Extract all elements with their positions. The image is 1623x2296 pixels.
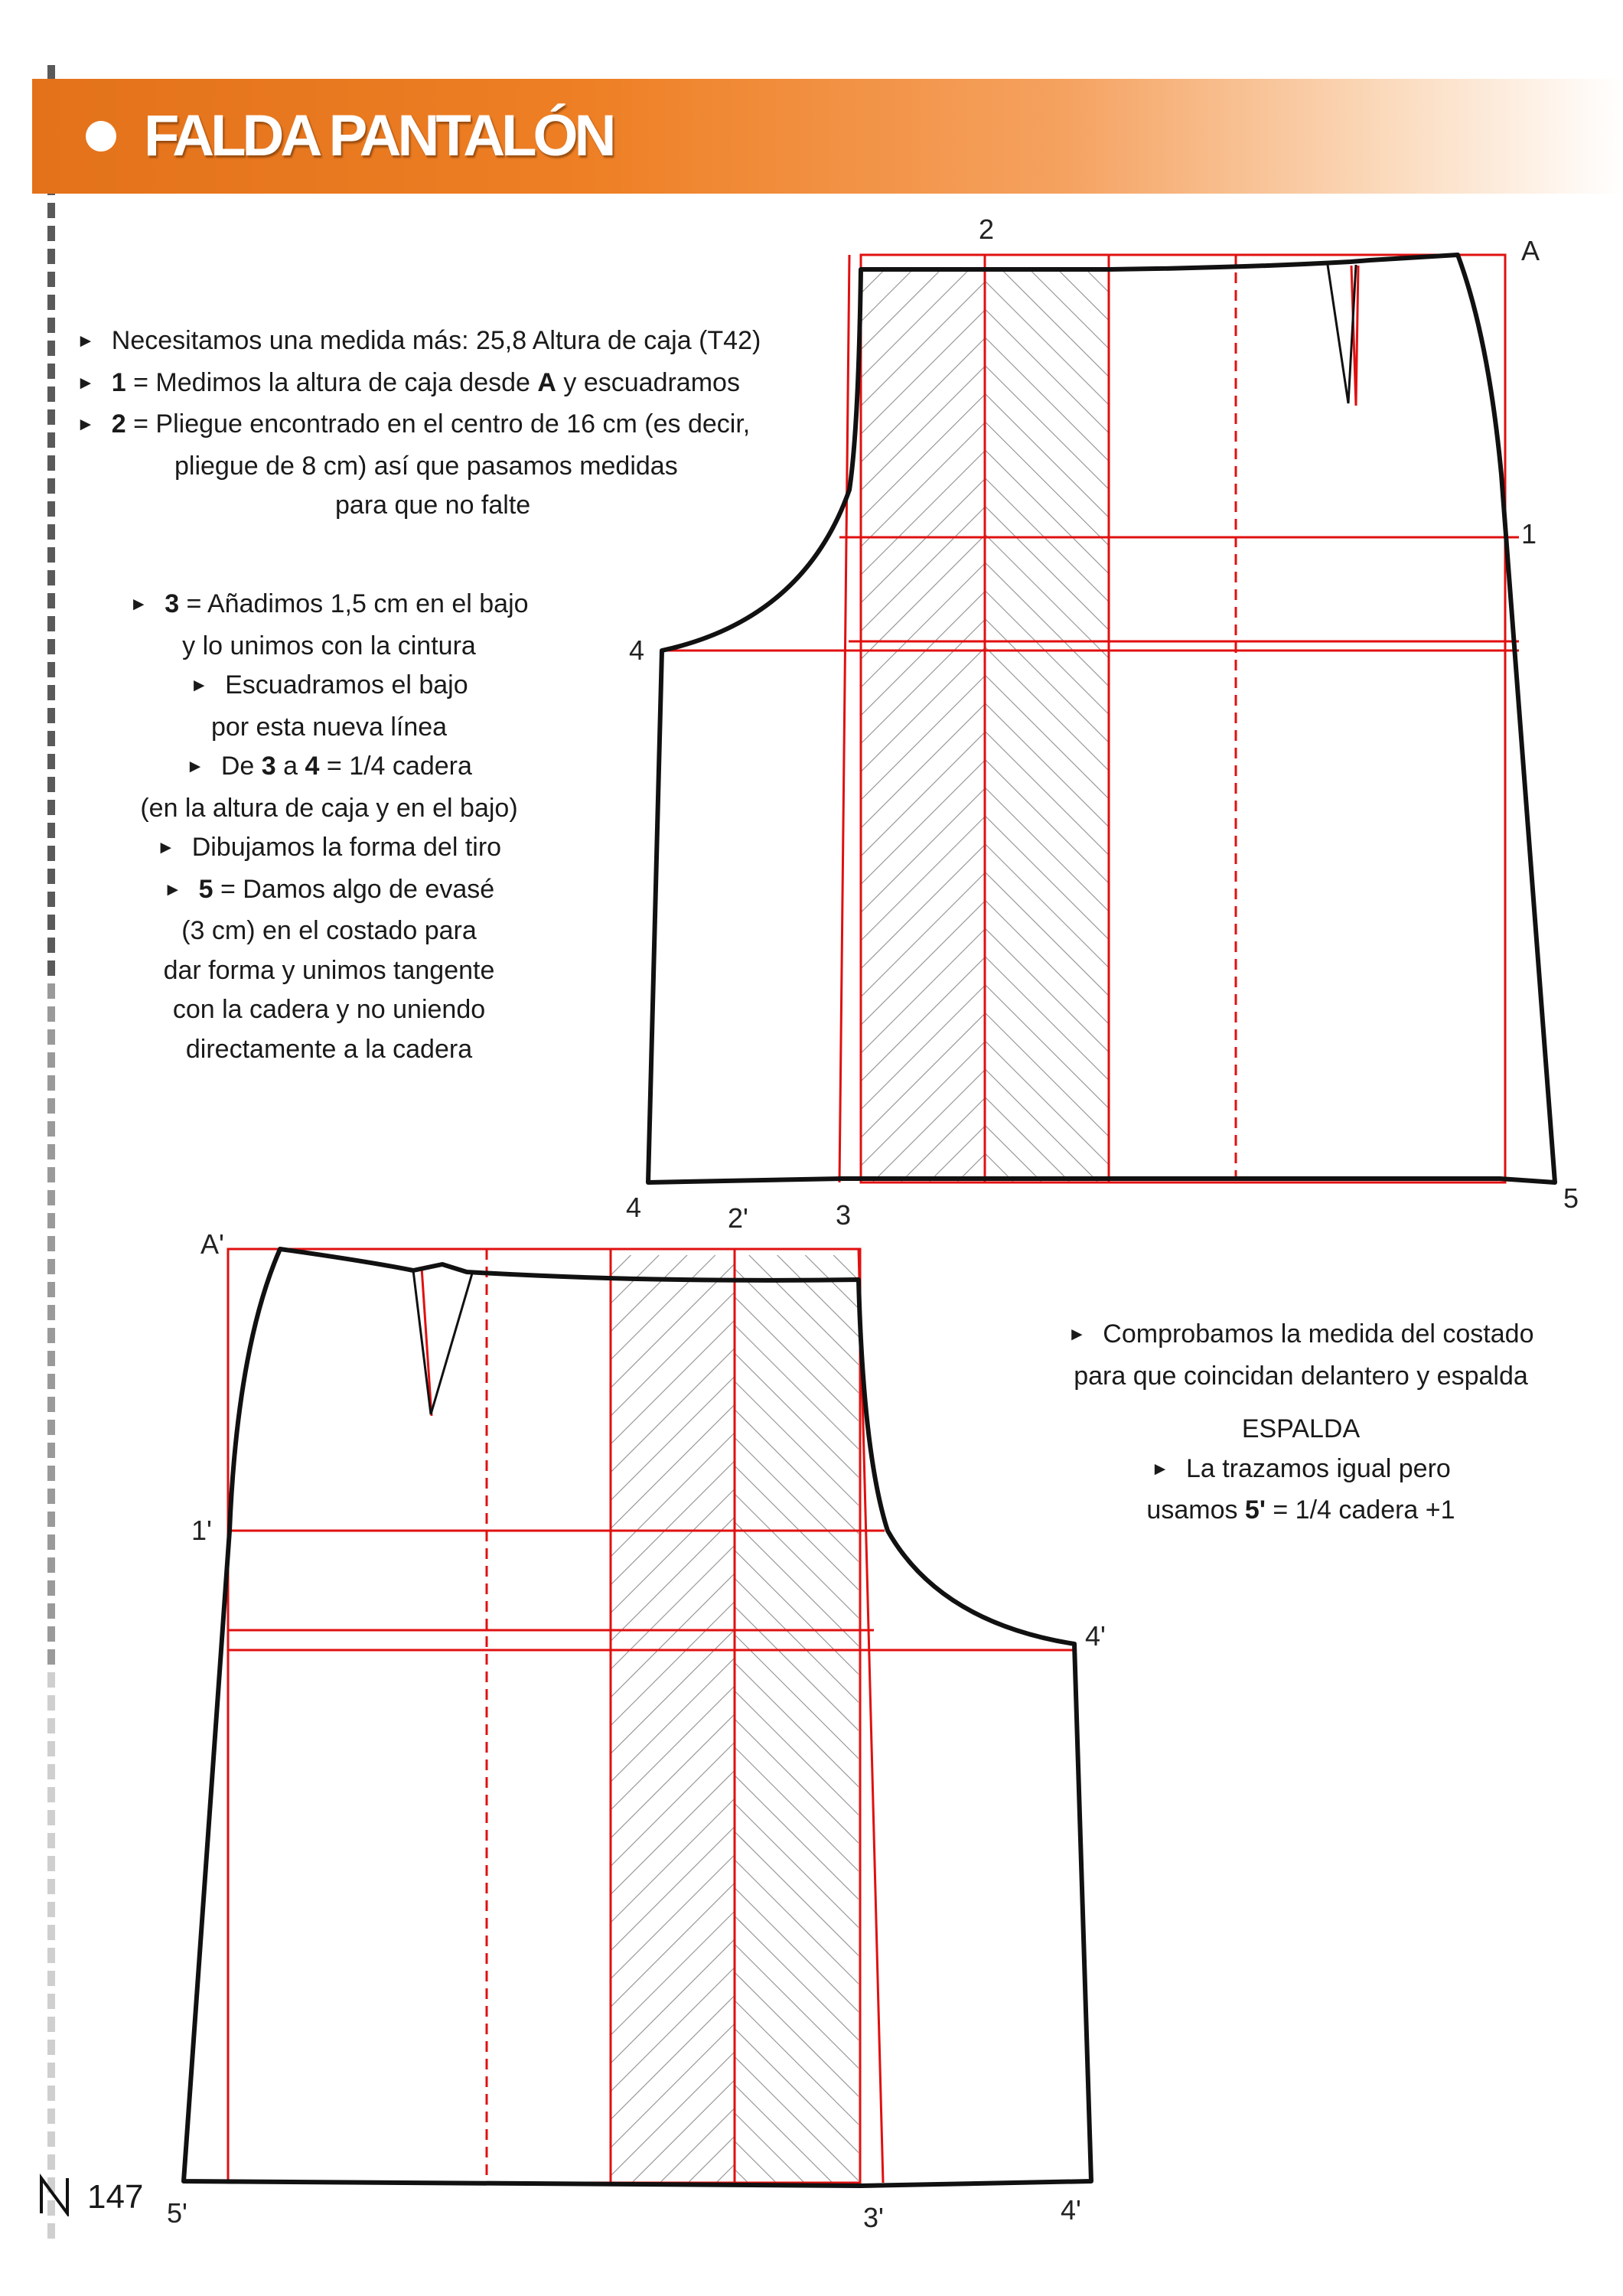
arrow-right-icon: ► (1151, 1458, 1169, 1479)
step-line: dar forma y unimos tangente (163, 955, 495, 985)
front-label-A: A (1521, 235, 1540, 266)
front-label-2-prime: 2' (728, 1202, 748, 1234)
front-piece (626, 214, 1579, 1234)
note-line: para que coincidan delantero y espalda (1074, 1361, 1528, 1391)
page-footer (37, 2174, 159, 2219)
front-label-3: 3 (836, 1199, 852, 1231)
back-pleat-hatch-left (611, 1255, 735, 2183)
step-line: directamente a la cadera (185, 1034, 473, 1064)
arrow-right-icon: ► (163, 879, 182, 900)
arrow-right-icon: ► (129, 594, 148, 615)
front-pleat-hatch-right (985, 268, 1109, 1183)
page-number: 147 (87, 2178, 144, 2216)
note-line: ► La trazamos igual pero (1151, 1453, 1451, 1483)
step-line: con la cadera y no uniendo (172, 995, 486, 1024)
back-pleat-hatch-right (735, 1255, 859, 2183)
intro-line: pliegue de 8 cm) así que pasamos medidas (174, 451, 678, 481)
step-line: ► Escuadramos el bajo (190, 670, 468, 700)
step-line: (en la altura de caja y en el bajo) (140, 793, 518, 823)
intro-line: ► 1 = Medimos la altura de caja desde A y escuadramos (77, 367, 740, 397)
back-label-A-prime: A' (200, 1228, 224, 1260)
arrow-right-icon: ► (190, 675, 209, 696)
intro-line: ► 2 = Pliegue encontrado en el centro de 16 cm (es decir, (77, 409, 751, 439)
step-line: ► De 3 a 4 = 1/4 cadera (186, 752, 472, 781)
arrow-right-icon: ► (77, 414, 95, 435)
step-line: y lo unimos con la cintura (182, 631, 476, 660)
intro-line: ► Necesitamos una medida más: 25,8 Altura de caja (T42) (77, 326, 761, 355)
back-dart (413, 1270, 472, 1414)
arrow-right-icon: ► (1067, 1324, 1087, 1345)
step-line: (3 cm) en el costado para (181, 916, 477, 945)
espalda-title: ESPALDA (1241, 1414, 1361, 1443)
back-label-1-prime: 1' (191, 1515, 212, 1546)
intro-line: para que no falte (335, 491, 531, 520)
front-label-5: 5 (1563, 1182, 1579, 1214)
back-label-5-prime: 5' (167, 2197, 187, 2229)
back-label-4-prime: 4' (1085, 1620, 1106, 1652)
page-title: FALDA PANTALÓN (144, 103, 613, 168)
step-line: ► Dibujamos la forma del tiro (156, 833, 502, 862)
arrow-right-icon: ► (77, 331, 95, 351)
back-label-4-prime-bottom: 4' (1061, 2194, 1081, 2226)
back-piece (167, 1228, 1106, 2233)
step-line: ► 3 = Añadimos 1,5 cm en el bajo (129, 589, 529, 618)
arrow-right-icon: ► (186, 756, 204, 777)
front-label-2: 2 (979, 214, 995, 245)
front-label-4-bottom: 4 (626, 1192, 642, 1223)
brand-logo-icon (37, 2174, 75, 2216)
note-line: usamos 5' = 1/4 cadera +1 (1146, 1495, 1455, 1525)
arrow-right-icon: ► (77, 372, 95, 393)
note-line: ► Comprobamos la medida del costado (1067, 1319, 1534, 1349)
step-line: ► 5 = Damos algo de evasé (163, 874, 495, 904)
front-label-1: 1 (1521, 518, 1537, 550)
step-line: por esta nueva línea (210, 712, 448, 742)
front-pleat-hatch-left (861, 268, 985, 1183)
back-label-3-prime: 3' (863, 2202, 884, 2233)
front-label-4: 4 (629, 634, 645, 666)
arrow-right-icon: ► (156, 837, 175, 858)
